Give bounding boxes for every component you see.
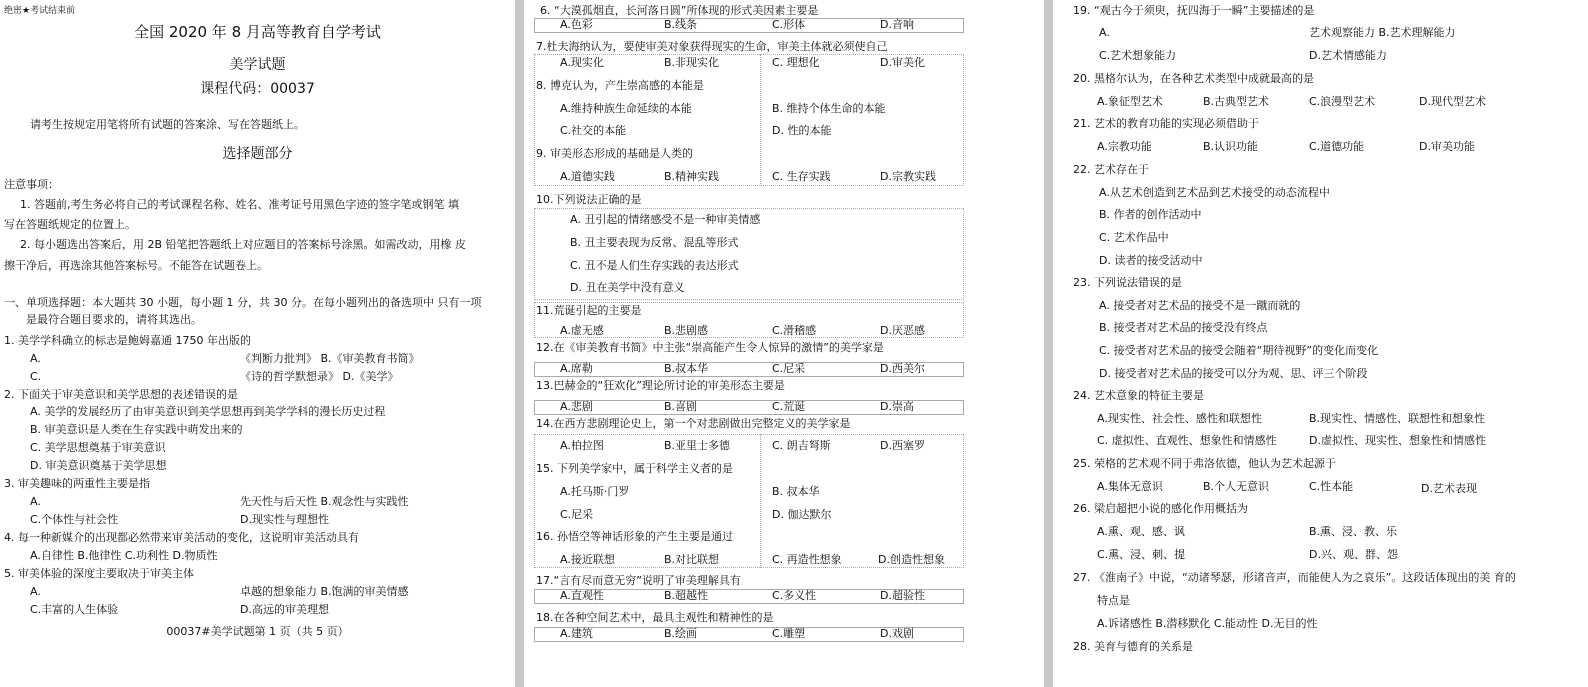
notice-line: 写在答题纸规定的位置上。 [4,218,136,231]
option: A. [30,495,41,508]
option: D.现实性与理想性 [240,513,329,526]
options-frame [534,54,964,186]
option: D.审美功能 [1419,140,1475,153]
option: A. 美学的发展经历了由审美意识到美学思想再到美学学科的漫长历史过程 [30,405,386,418]
question-12: 12.在《审美教育书简》中主张“崇高能产生令人惊异的激情”的美学家是 [536,341,884,354]
option: B.个人无意识 [1203,480,1270,493]
page-footer: 00037#美学试题第 1 页（共 5 页） [166,625,349,638]
option: A.集体无意识 [1097,480,1163,493]
option: A.从艺术创造到艺术品到艺术接受的动态流程中 [1099,186,1330,199]
option: A.色彩 [560,18,593,31]
question-26: 26. 梁启超把小说的感化作用概括为 [1073,502,1248,515]
option: D.崇高 [880,400,914,413]
option: A.诉诸感性 B.潜移默化 C.能动性 D.无目的性 [1097,617,1318,630]
option: C. 理想化 [772,56,820,69]
question-8: 8. 博克认为，产生崇高感的本能是 [536,79,704,92]
option: A.宗教功能 [1097,140,1152,153]
question-15: 15. 下列美学家中，属于科学主义者的是 [536,462,733,475]
question-10: 10.下列说法正确的是 [536,193,642,206]
option: D.虚拟性、现实性、想象性和情感性 [1309,434,1486,447]
question-9: 9. 审美形态形成的基础是人类的 [536,147,693,160]
option: D.宗教实践 [880,170,936,183]
exam-page-2 [524,0,1044,687]
option: B.精神实践 [664,170,720,183]
option: D.西美尔 [880,362,925,375]
option: A.维持种族生命延续的本能 [560,102,692,115]
question-4: 4. 每一种新媒介的出现都必然带来审美活动的变化，这说明审美活动具有 [4,531,359,544]
option: D. 丑在美学中没有意义 [570,281,685,294]
option: B.熏、浸、教、乐 [1309,525,1398,538]
option: A.熏、观、感、讽 [1097,525,1185,538]
column-divider [760,54,761,186]
option: C.形体 [772,18,806,31]
option: D.西塞罗 [880,439,925,452]
option: A.接近联想 [560,553,615,566]
notice-title: 注意事项： [4,178,59,191]
option: C.熏、浸、刺、提 [1097,548,1186,561]
question-17: 17.“言有尽而意无穷”说明了审美理解具有 [536,574,741,587]
question-2: 2. 下面关于审美意识和美学思想的表述错误的是 [4,388,238,401]
option: D.艺术情感能力 [1309,49,1387,62]
question-11: 11.荒诞引起的主要是 [536,304,642,317]
part-heading: 是最符合题目要求的，请将其选出。 [26,313,202,326]
option: B. 维持个体生命的本能 [772,102,886,115]
option: C. 接受者对艺术品的接受会随着“期待视野”的变化而变化 [1099,344,1379,357]
question-27: 27. 《淮南子》中说，“动诸琴瑟，形诸音声，而能使人为之哀乐”。这段话体现出的美 育的 [1073,571,1516,584]
option: A.柏拉图 [560,439,604,452]
option: C.荒诞 [772,400,806,413]
question-27-cont: 特点是 [1097,594,1130,607]
subject-title: 美学试题 [229,57,286,73]
option: B.线条 [664,18,698,31]
option: B. 接受者对艺术品的接受没有终点 [1099,321,1268,334]
question-18: 18.在各种空间艺术中，最具主观性和精神性的是 [536,611,774,624]
option: D. 审美意识奠基于美学思想 [30,459,167,472]
option: D.音响 [880,18,914,31]
option: C. 艺术作品中 [1099,231,1169,244]
exam-page-1 [0,0,515,687]
option: 艺术观察能力 B.艺术理解能力 [1309,26,1456,39]
question-19: 19. “观古今于须臾，抚四海于一瞬”主要描述的是 [1073,4,1315,17]
option: A.建筑 [560,627,593,640]
question-22: 22. 艺术存在于 [1073,163,1149,176]
option: 先天性与后天性 B.观念性与实践性 [240,495,409,508]
option: B. 作者的创作活动中 [1099,208,1202,221]
option: A.现实性、社会性、感性和联想性 [1097,412,1262,425]
notice-line: 2. 每小题选出答案后，用 2B 铅笔把答题纸上对应题目的答案标号涂黑。如需改动，用橡 皮 [20,238,467,251]
option: D.厌恶感 [880,324,925,337]
option: B.非现实化 [664,56,720,69]
option: C.艺术想象能力 [1099,49,1177,62]
exam-page-3 [1053,0,1588,687]
option: D.现代型艺术 [1419,95,1486,108]
question-5: 5. 审美体验的深度主要取决于审美主体 [4,567,194,580]
option: A.托马斯·门罗 [560,485,630,498]
question-3: 3. 审美趣味的两重性主要是指 [4,477,150,490]
option: A.现实化 [560,56,604,69]
option: C.浪漫型艺术 [1309,95,1376,108]
options-frame [534,208,964,300]
option: A.象征型艺术 [1097,95,1163,108]
question-7: 7.杜夫海纳认为，要使审美对象获得现实的生命，审美主体就必须使自己 [536,40,888,53]
option: A.席勒 [560,362,593,375]
option: C. 生存实践 [772,170,831,183]
option: C.滑稽感 [772,324,817,337]
column-divider [760,434,761,568]
option: 卓越的想象能力 B.饱满的审美情感 [240,585,409,598]
option: A. 接受者对艺术品的接受不是一蹴而就的 [1099,299,1301,312]
option: B.对比联想 [664,553,720,566]
option: B.喜剧 [664,400,698,413]
option: B.超越性 [664,589,709,602]
question-20: 20. 黑格尔认为，在各种艺术类型中成就最高的是 [1073,72,1314,85]
question-21: 21. 艺术的教育功能的实现必须借助于 [1073,117,1259,130]
instruction-text: 请考生按规定用笔将所有试题的答案涂、写在答题纸上。 [30,118,305,131]
option: C.个体性与社会性 [30,513,119,526]
option: D. 读者的接受活动中 [1099,254,1203,267]
option: D.戏剧 [880,627,914,640]
question-28: 28. 美育与德育的关系是 [1073,640,1193,653]
option: 《判断力批判》 B.《审美教育书简》 [240,352,420,365]
option: C.道德功能 [1309,140,1365,153]
option: B.认识功能 [1203,140,1259,153]
question-13: 13.巴赫金的“狂欢化”理论所讨论的审美形态主要是 [536,379,785,392]
option: D.高远的审美理想 [240,603,329,616]
option: D. 伽达默尔 [772,508,832,521]
option: C. 虚拟性、直观性、想象性和情感性 [1097,434,1277,447]
question-23: 23. 下列说法错误的是 [1073,276,1182,289]
option: B.绘画 [664,627,698,640]
option: A. 丑引起的情绪感受不是一种审美情感 [570,213,761,226]
option: A.虚无感 [560,324,604,337]
option: B.古典型艺术 [1203,95,1270,108]
option: A.直观性 [560,589,604,602]
option: D.兴、观、群、怨 [1309,548,1398,561]
option: 《诗的哲学默想录》 D.《美学》 [240,370,399,383]
option: B. 丑主要表现为反常、混乱等形式 [570,236,739,249]
notice-line: 1. 答题前,考生务必将自己的考试课程名称、姓名、准考证号用黑色字迹的签字笔或钢笔 填 [20,198,459,211]
course-code: 课程代码：00037 [200,81,315,97]
option: C. [30,370,42,383]
option: B.现实性、情感性、联想性和想象性 [1309,412,1486,425]
question-25: 25. 荣格的艺术观不同于弗洛依德，他认为艺术起源于 [1073,457,1336,470]
option: D.超验性 [880,589,925,602]
option: D. 性的本能 [772,124,832,137]
option: A. [30,352,41,365]
option: C.丰富的人生体验 [30,603,119,616]
option: D.创造性想象 [878,553,945,566]
option: D. 接受者对艺术品的接受可以分为观、思、评三个阶段 [1099,367,1368,380]
option: A. [1099,26,1110,39]
option: C. 朗吉弩斯 [772,439,831,452]
option: A.自律性 B.他律性 C.功利性 D.物质性 [30,549,218,562]
option: D.艺术表现 [1421,482,1477,495]
part-heading: 一、单项选择题：本大题共 30 小题，每小题 1 分，共 30 分。在每小题列出的备选项中 只有一项 [4,296,482,309]
option: C.社交的本能 [560,124,627,137]
question-16: 16. 孙悟空等神话形象的产生主要是通过 [536,530,733,543]
notice-line: 擦干净后，再选涂其他答案标号。不能答在试题卷上。 [4,259,268,272]
secret-label: 绝密★考试结束前 [4,6,76,16]
option: C.性本能 [1309,480,1354,493]
option: B. 审美意识是人类在生存实践中萌发出来的 [30,423,243,436]
option: C.雕塑 [772,627,806,640]
options-frame [534,434,964,568]
option: B.叔本华 [664,362,709,375]
option: B.亚里士多德 [664,439,731,452]
option: D.审美化 [880,56,925,69]
option: B. 叔本华 [772,485,820,498]
option: C.多义性 [772,589,817,602]
exam-title: 全国 2020 年 8 月高等教育自学考试 [134,23,381,41]
question-1: 1. 美学学科确立的标志是鲍姆嘉通 1750 年出版的 [4,334,251,347]
question-24: 24. 艺术意象的特征主要是 [1073,389,1204,402]
option: C. 美学思想奠基于审美意识 [30,441,166,454]
option: B.悲剧感 [664,324,709,337]
section-title: 选择题部分 [222,146,293,162]
option: C.尼采 [772,362,806,375]
question-6: 6. “大漠孤烟直，长河落日圆”所体现的形式美因素主要是 [540,4,819,17]
option: C. 丑不是人们生存实践的表达形式 [570,259,739,272]
option: A.道德实践 [560,170,615,183]
question-14: 14.在西方悲剧理论史上，第一个对悲剧做出完整定义的美学家是 [536,417,851,430]
option: C.尼采 [560,508,594,521]
option: A. [30,585,41,598]
option: A.悲剧 [560,400,593,413]
option: C. 再造性想象 [772,553,842,566]
